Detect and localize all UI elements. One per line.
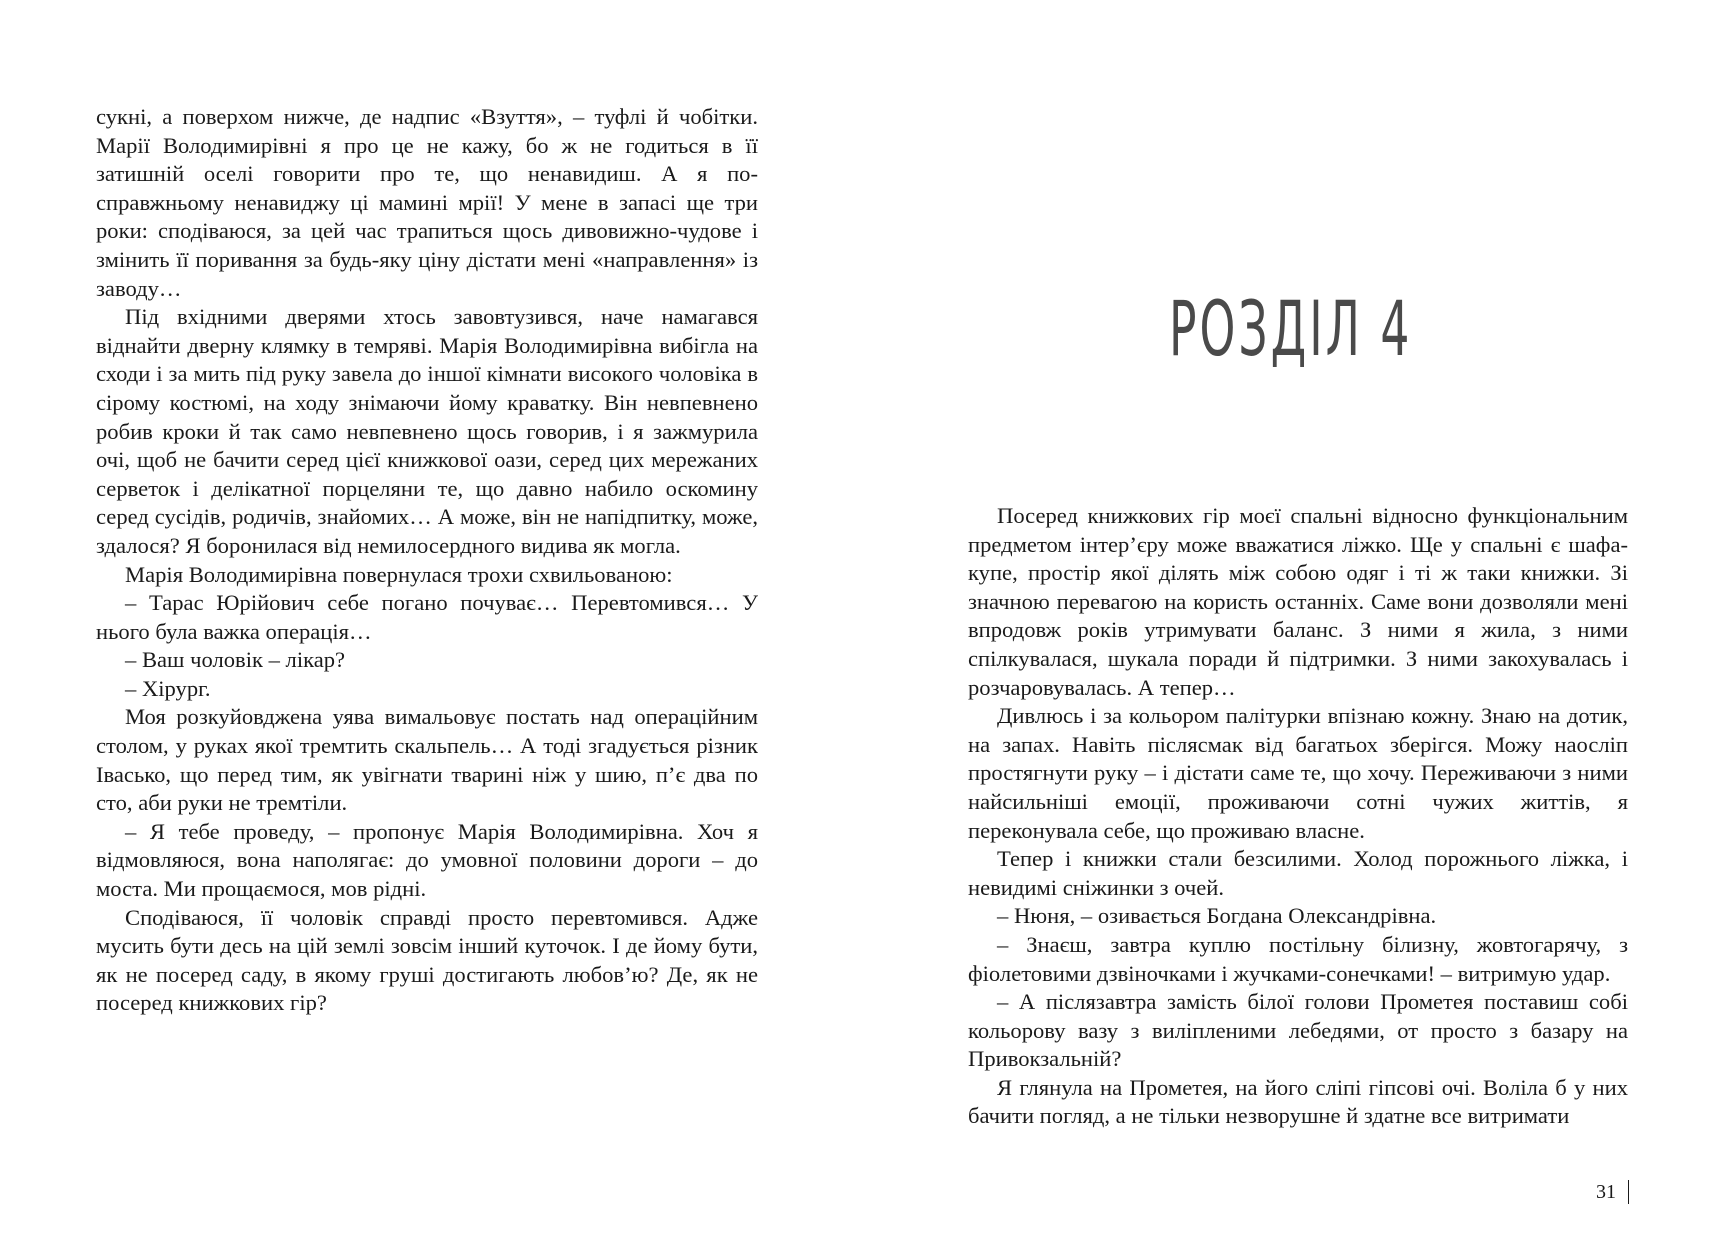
paragraph: Дивлюсь і за кольором палітурки впізнаю кожну. Знаю на дотик, на запах. Навіть післясмак від багатьох зберігся. Можу наосліп простягнути руку – і дістати саме те, що хочу. Переживаючи з ними найсильніші емоції, проживаючи сотні чужих життів, я переконувала себе, що проживаю власне.	[968, 703, 1628, 843]
chapter-title: РОЗДІЛ 4	[1168, 284, 1413, 373]
dialogue-line: – Я тебе проведу, – пропонує Марія Володимирівна. Хоч я відмовляюся, вона наполягає: до умовної половини дороги – до моста. Ми прощаємося, мов рідні.	[96, 818, 758, 902]
paragraph: Під вхідними дверями хтось завовтузився, наче намагався віднайти дверну клямку в темряві. Марія Володимирівна вибігла на сходи і за мить під руку завела до іншої кімнати високого чоловіка в сірому костюмі, на ходу знімаючи йому краватку. Він невпевнено робив кроки й так само невпевнено щось говорив, і я зажмурила очі, щоб не бачити серед цієї книжкової оази, серед цих мережаних серветок і делікатної порцеляни те, що давно набило оскомину серед сусідів, родичів, знайомих… А може, він не напідпитку, може, здалося? Я боронилася від немилосердного видива як могла.	[96, 304, 758, 558]
right-text-column	[968, 502, 1628, 1131]
paragraph: Я глянула на Прометея, на його сліпі гіпсові очі. Воліла б у них бачити погляд, а не тільки незворушне й здатне все витримати	[968, 1074, 1628, 1129]
paragraph: Сподіваюся, її чоловік справді просто перевтомився. Адже мусить бути десь на цій землі зовсім інший куточок. І де йому бути, як не посеред саду, в якому груші достигають любов’ю? Де, як не посеред книжкових гір?	[96, 904, 758, 1016]
folio-rule	[1628, 1180, 1629, 1204]
right-page	[856, 0, 1713, 1258]
dialogue-line: – Хірург.	[125, 675, 211, 701]
page-number: 31	[1596, 1180, 1616, 1203]
paragraph: Моя розкуйовджена уява вимальовує постать над операційним столом, у руках якої тремтить скальпель… А тоді згадується різник Івасько, що перед тим, як увігнати тварині ніж у шию, п’є два по сто, аби руки не тремтіли.	[96, 704, 758, 816]
dialogue-line: – А післязавтра замість білої голови Прометея поставиш собі кольорову вазу з виліпленими лебедями, от просто з базару на Привокзальній?	[968, 989, 1628, 1072]
paragraph: сукні, а поверхом нижче, де надпис «Взуття», – туфлі й чобітки. Марії Володимирівні я про це не кажу, бо ж не годиться в її затишній оселі говорити про те, що ненавидиш. А я по-справжньому ненавиджу ці мамині мрії! У мене в запасі ще три роки: сподіваюся, за цей час трапиться щось дивовижно-чудове і змінить її поривання за будь-яку ціну дістати мені «направлення» із заводу…	[96, 104, 758, 301]
dialogue-line: – Ваш чоловік – лікар?	[125, 647, 346, 673]
dialogue-line: – Знаєш, завтра куплю постільну білизну, жовтогарячу, з фіолетовими дзвіночками і жучками-сонечками! – витримую удар.	[968, 931, 1628, 986]
paragraph: Тепер і книжки стали безсилими. Холод порожнього ліжка, і невидимі сніжинки з очей.	[968, 846, 1628, 900]
paragraph: Посеред книжкових гір моєї спальні відносно функціональним предметом інтер’єру може вважатися ліжко. Ще у спальні є шафа-купе, простір якої ділять між собою одяг і ті ж таки книжки. Зі значною перевагою на користь останніх. Саме вони дозволяли мені впродовж років утримувати баланс. З ними я жила, з ними спілкувалася, шукала поради й підтримки. З ними закохувалась і розчаровувалась. А тепер…	[968, 503, 1628, 700]
paragraph: Марія Володимирівна повернулася трохи схвильованою:	[125, 561, 673, 587]
page-folio	[1596, 1180, 1629, 1204]
dialogue-line: – Тарас Юрійович себе погано почуває… Перевтомився… У нього була важка операція…	[96, 590, 758, 644]
left-text-column	[96, 103, 758, 1018]
dialogue-line: – Нюня, – озивається Богдана Олександрівна.	[997, 903, 1437, 929]
left-page	[0, 0, 856, 1258]
